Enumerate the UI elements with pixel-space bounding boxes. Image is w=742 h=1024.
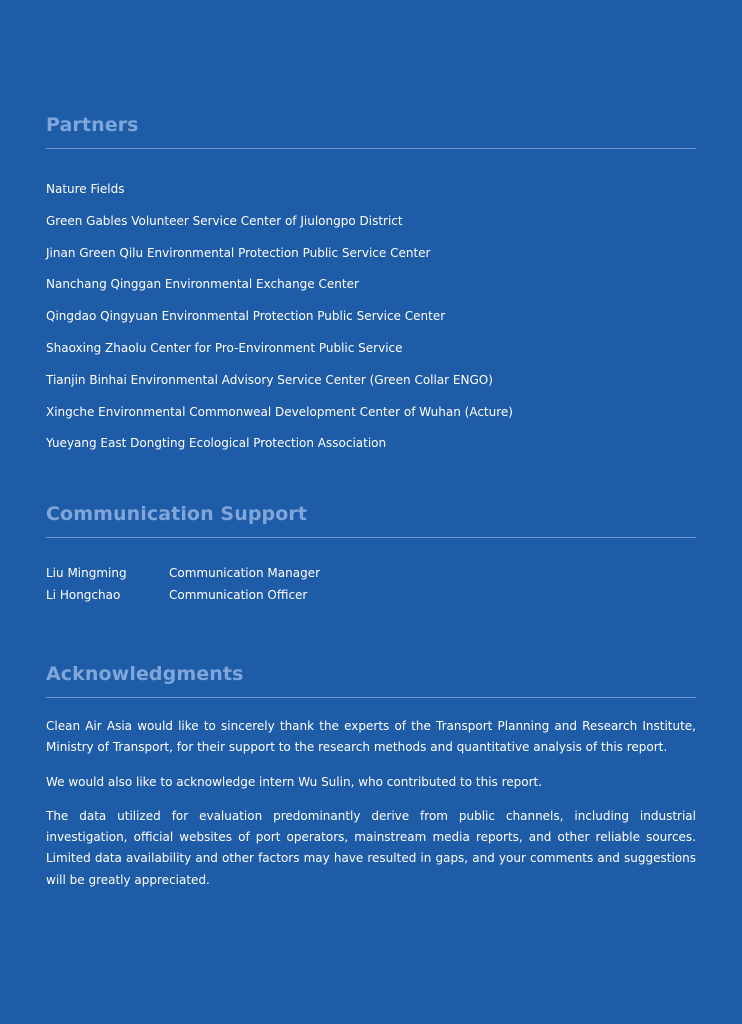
member-name: Liu Mingming — [46, 566, 127, 580]
partner-item: Jinan Green Qilu Environmental Protection Public Service Center — [46, 245, 431, 260]
partners-divider — [46, 148, 696, 149]
partner-item: Yueyang East Dongting Ecological Protection Association — [46, 436, 387, 451]
partner-item: Tianjin Binhai Environmental Advisory Service Center (Green Collar ENGO) — [46, 372, 493, 387]
acknowledgments-heading: Acknowledgments — [46, 663, 244, 685]
partners-list — [46, 174, 513, 460]
acknowledgment-paragraph: Clean Air Asia would like to sincerely thank the experts of the Transport Planning and Research Institute, Ministry of Transport, for their support to the research methods and quantitative analysis of this report. — [46, 719, 696, 755]
communication-support-heading: Communication Support — [46, 503, 308, 525]
partner-item: Green Gables Volunteer Service Center of Jiulongpo District — [46, 213, 403, 228]
partner-item: Shaoxing Zhaolu Center for Pro-Environment Public Service — [46, 340, 403, 355]
member-role: Communication Manager — [169, 566, 320, 580]
partner-item: Qingdao Qingyuan Environmental Protection Public Service Center — [46, 309, 446, 324]
communication-support-divider — [46, 537, 696, 538]
partner-item: Nature Fields — [46, 182, 125, 196]
partner-item: Xingche Environmental Commonweal Development Center of Wuhan (Acture) — [46, 404, 513, 419]
team-member-row — [46, 584, 320, 606]
team-list — [46, 562, 320, 606]
partner-item: Nanchang Qinggan Environmental Exchange Center — [46, 277, 359, 292]
member-role: Communication Officer — [169, 588, 308, 602]
acknowledgment-paragraph: We would also like to acknowledge intern Wu Sulin, who contributed to this report. — [46, 774, 543, 789]
member-name: Li Hongchao — [46, 588, 121, 602]
acknowledgment-paragraph: The data utilized for evaluation predominantly derive from public channels, including industrial investigation, official websites of port operators, mainstream media reports, and other reliable sources. Limited data availability and other factors may have resulted in gaps, and your comments and suggestions will be greatly appreciated. — [46, 808, 696, 887]
acknowledgments-divider — [46, 697, 696, 698]
acknowledgments-body — [46, 716, 696, 904]
partners-heading: Partners — [46, 114, 139, 136]
team-member-row — [46, 562, 320, 584]
